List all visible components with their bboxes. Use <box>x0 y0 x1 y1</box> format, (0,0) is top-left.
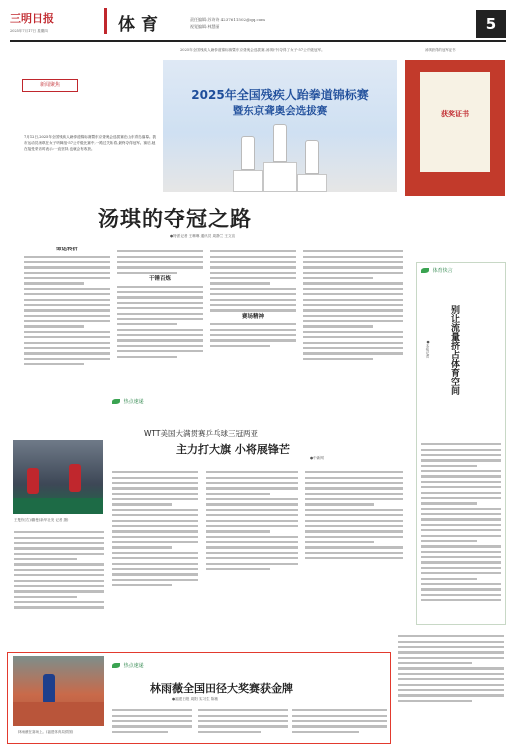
athlete-silver <box>241 136 255 170</box>
body-column-4 <box>303 247 403 389</box>
player-left <box>27 468 39 494</box>
track-photo-caption: 林雨薇在赛场上。(福建体育局供图) <box>18 730 74 734</box>
certificate-photo <box>405 60 505 196</box>
top-photo-caption: 2025年全国残疾人跆拳道锦标赛暨东京聋奥会选拔赛,汤琪(中)夺得了女子-57公斤级冠军。 <box>180 48 325 52</box>
certificate-title: 获奖证书 <box>441 109 469 118</box>
award-ceremony-photo <box>163 60 397 192</box>
bottom-column-1 <box>112 706 192 742</box>
podium-first <box>263 162 297 192</box>
photo-banner-line-2: 暨东京聋奥会选拔赛 <box>232 105 328 117</box>
bottom-column-3 <box>292 706 387 742</box>
main-headline: 汤琪的夺冠之路 <box>98 207 252 231</box>
podium-third <box>297 174 327 192</box>
player-right <box>69 464 81 492</box>
editor-line: 责任编辑:苏诗诗 4237611502@qq.com <box>190 17 265 22</box>
track-headline: 林雨薇全国田径大奖赛获金牌 <box>150 682 293 695</box>
body-column-2 <box>117 247 203 389</box>
athlete-bronze <box>305 140 319 174</box>
right-bottom-column <box>398 632 504 742</box>
body-column-1 <box>24 247 110 389</box>
certificate-paper <box>420 72 490 172</box>
sidebar-tag <box>421 265 491 277</box>
hot-news-tag-2 <box>112 661 172 672</box>
leaf-icon <box>112 663 120 668</box>
hot-news-tag-label: 热点速递 <box>123 399 144 405</box>
page-number: 5 <box>476 10 506 38</box>
table-tennis-headline-line-2: 主力打大旗 小将展锋芒 <box>176 443 290 456</box>
hot-news-tag-2-label: 热点速递 <box>123 663 144 669</box>
sidebar-title: 别让流量挤占体育空间 <box>449 305 459 395</box>
runner-figure <box>43 674 55 704</box>
leaf-icon <box>421 268 429 273</box>
middle-column-3 <box>206 468 298 646</box>
table-tennis-headline-line-1: WTT美国大满贯赛乒乓球三冠两亚 <box>144 429 258 438</box>
athlete-gold <box>273 124 287 162</box>
middle-column-1 <box>14 528 104 646</box>
middle-column-2 <box>112 468 198 646</box>
running-track <box>13 702 104 726</box>
masthead-logo: 三明日报 <box>10 12 54 25</box>
section-title: 体育 <box>118 15 164 35</box>
leaf-icon <box>112 399 120 404</box>
photo-banner-line-1: 2025年全国残疾人跆拳道锦标赛 <box>191 88 369 102</box>
table-tennis-photo <box>13 440 103 514</box>
sidebar-author: ●本报记者 <box>426 340 430 358</box>
table-tennis-byline: ●中新网 <box>310 456 324 460</box>
middle-column-4 <box>305 468 403 646</box>
section-accent-bar <box>104 8 107 34</box>
editor-info <box>190 16 460 30</box>
sidebar-body <box>421 440 501 622</box>
news-focus-tag: 新闻聚焦 <box>22 79 78 92</box>
hot-news-tag <box>112 397 172 408</box>
body-column-3 <box>210 247 296 389</box>
subhead-spirit: 赛场精神 <box>241 313 264 320</box>
court-floor <box>13 498 103 514</box>
table-tennis-photo-caption: 王楚钦(右)/蒯曼(新华社发 记者 摄) <box>14 518 69 522</box>
track-byline: ●福建日报 周阳 实习生 陈敏 <box>172 697 219 701</box>
lead-paragraph: 7月12日,2025年全国残疾人跆拳道锦标赛暨东京聋奥会选拔赛在山东青岛落幕。我市运动员汤琪在女子听障组-57公斤级比赛中,一路过关斩将,最终夺得冠军。赛后,她在接受采访时表示:一直坚持,也就会有收获。 <box>24 135 157 152</box>
header-divider <box>10 40 506 42</box>
main-byline: ●特派记者 王琳琳 通讯员 周静兰 王文宣 <box>170 234 236 238</box>
track-athlete-photo <box>13 656 104 726</box>
subhead-turning-point: 命运转折 <box>55 247 78 252</box>
cert-photo-caption: 汤琪获得的冠军证书 <box>425 48 456 52</box>
sidebar-tag-label: 体育快言 <box>432 268 453 274</box>
subhead-tempering: 干锤百炼 <box>148 276 171 283</box>
visual-editor-line: 视觉编辑:林慧丽 <box>190 24 220 29</box>
bottom-column-2 <box>198 706 288 742</box>
podium-second <box>233 170 263 192</box>
date-line: 2025年7月17日 星期四 <box>10 29 48 33</box>
